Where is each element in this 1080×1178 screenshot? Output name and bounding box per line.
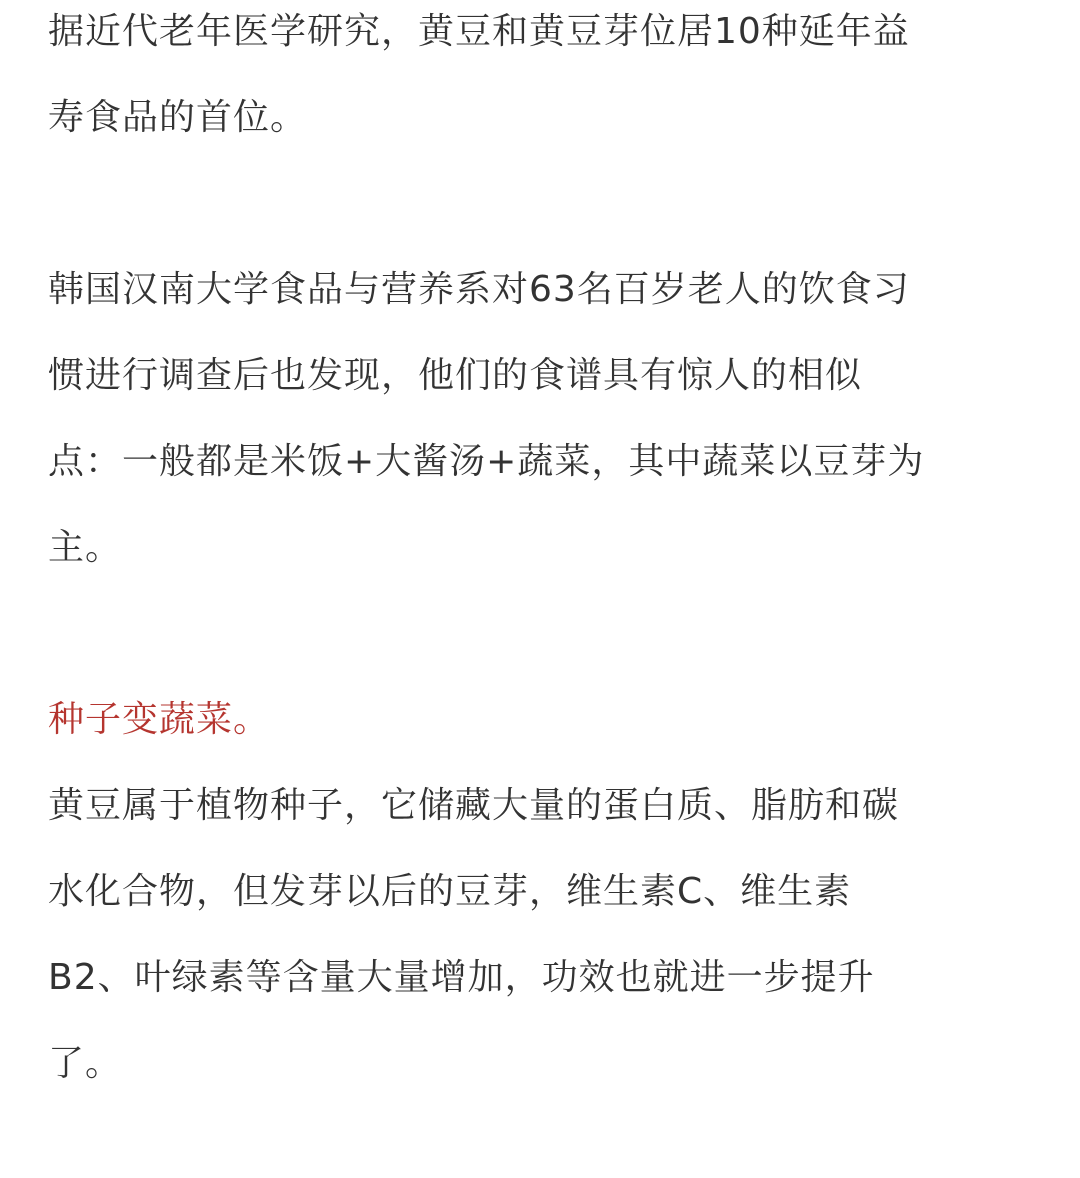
section-heading: 种子变蔬菜。 [48,699,271,740]
paragraph-line: 韩国汉南大学食品与营养系对63名百岁老人的饮食习 [48,269,910,310]
paragraph-line: 水化合物，但发芽以后的豆芽，维生素C、维生素 [48,871,852,912]
paragraph-line: 惯进行调查后也发现，他们的食谱具有惊人的相似 [48,355,863,396]
paragraph-line: 据近代老年医学研究，黄豆和黄豆芽位居10种延年益 [48,11,910,52]
paragraph-spacer [48,161,1038,247]
paragraph-line: 点：一般都是米饭+大酱汤+蔬菜，其中蔬菜以豆芽为 [48,441,925,482]
paragraph-spacer [48,591,1038,677]
paragraph-line: B2、叶绿素等含量大量增加，功效也就进一步提升 [48,957,875,998]
paragraph-seed-to-vegetable [48,763,1038,1107]
paragraph-line: 寿食品的首位。 [48,97,308,138]
paragraph-line: 黄豆属于植物种子，它储藏大量的蛋白质、脂肪和碳 [48,785,900,826]
paragraph-longevity-foods [48,0,1038,161]
paragraph-line: 主。 [48,527,123,568]
article-body [48,0,1038,1107]
paragraph-line: 了。 [48,1043,123,1084]
paragraph-centenarian-study [48,247,1038,591]
